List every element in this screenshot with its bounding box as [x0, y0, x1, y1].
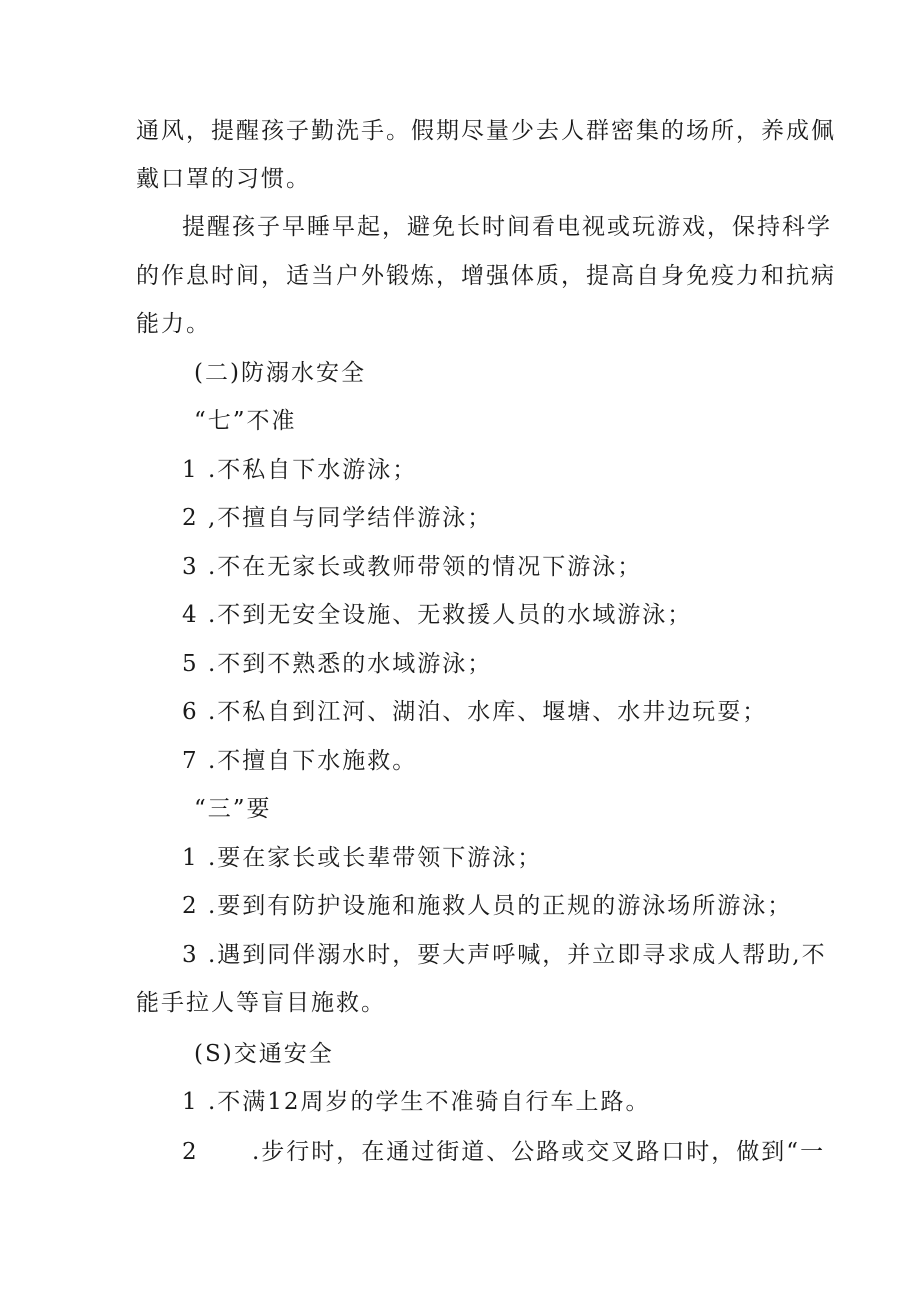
- subsection-heading: “三”要: [194, 796, 272, 822]
- section-heading: (二)防溺水安全: [194, 360, 366, 386]
- body-text-line: 的作息时间，适当户外锻炼，增强体质，提高自身免疫力和抗病: [136, 263, 836, 289]
- list-item: 5 .不到不熟悉的水域游泳；: [182, 651, 493, 677]
- list-item: 3 .遇到同伴溺水时，要大声呼喊，并立即寻求成人帮助,不: [182, 942, 827, 968]
- body-text-line: 能力。: [136, 311, 211, 337]
- paragraph-first-line: 提醒孩子早睡早起，避免长时间看电视或玩游戏，保持科学: [182, 214, 832, 240]
- list-item: 1 .要在家长或长辈带领下游泳；: [182, 845, 543, 871]
- list-item: 3 .不在无家长或教师带领的情况下游泳；: [182, 554, 643, 580]
- body-text-line: 戴口罩的习惯。: [136, 166, 311, 192]
- list-item-text: .步行时，在通过街道、公路或交叉路口时，做到“一: [252, 1139, 826, 1165]
- list-item: 6 .不私自到江河、湖泊、水库、堰塘、水井边玩耍；: [182, 699, 768, 725]
- list-item: 7 .不擅自下水施救。: [182, 748, 418, 774]
- list-item: 2 .要到有防护设施和施救人员的正规的游泳场所游泳；: [182, 893, 793, 919]
- subsection-heading: “七”不准: [194, 408, 297, 434]
- body-text-line: 通风，提醒孩子勤洗手。假期尽量少去人群密集的场所，养成佩: [136, 118, 836, 144]
- list-item: 4 .不到无安全设施、无救援人员的水域游泳；: [182, 602, 693, 628]
- list-item-number: 2: [182, 1139, 199, 1165]
- section-heading: (S)交通安全: [194, 1041, 334, 1067]
- list-item: 2 ,不擅自与同学结伴游泳；: [182, 505, 493, 531]
- list-item: 1 .不私自下水游泳；: [182, 457, 418, 483]
- list-item: 1 .不满12周岁的学生不准骑自行车上路。: [182, 1089, 651, 1115]
- body-text-line: 能手拉人等盲目施救。: [136, 990, 386, 1016]
